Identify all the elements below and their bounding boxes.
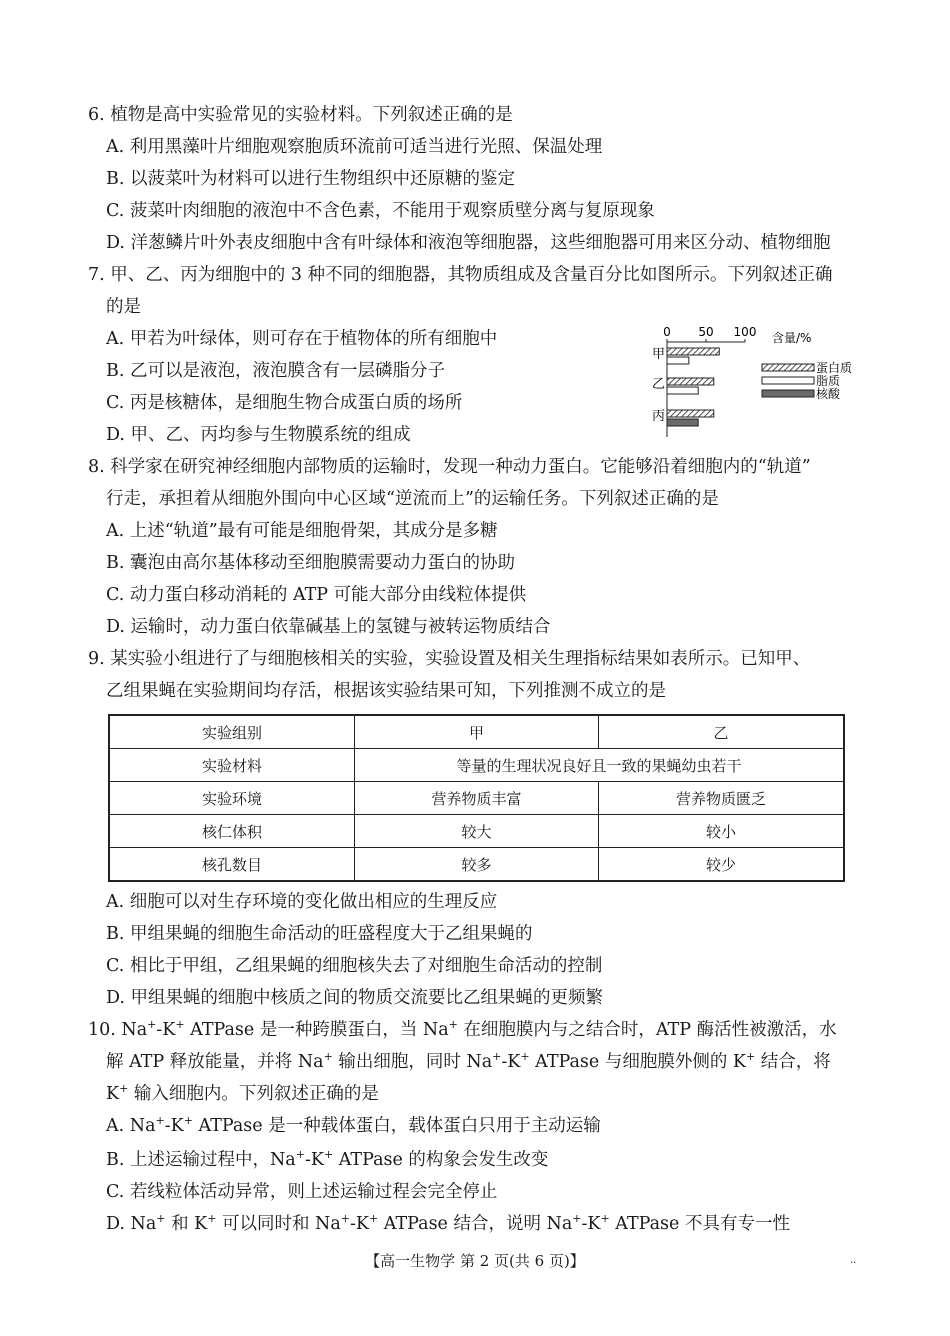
q8-option-d: D. 运输时，动力蛋白依靠碱基上的氢键与被转运物质结合 [106, 617, 551, 637]
q10-option-b: B. 上述运输过程中，Na+-K+ ATPase 的构象会发生改变 [106, 1148, 549, 1170]
legend-label: 核酸 [816, 387, 841, 401]
q9-stem: 9. 某实验小组进行了与细胞核相关的实验，实验设置及相关生理指标结果如表所示。已知甲、 [88, 649, 811, 669]
bar-核酸 [667, 419, 698, 426]
legend-swatch [762, 364, 814, 371]
category-label: 丙 [652, 409, 666, 424]
q10-option-c: C. 若线粒体活动异常，则上述运输过程会完全停止 [106, 1182, 498, 1202]
q7-stem: 7. 甲、乙、丙为细胞中的 3 种不同的细胞器，其物质组成及含量百分比如图所示。下列叙述正确 [88, 265, 833, 285]
bar-脂质 [667, 357, 689, 364]
q8-option-c: C. 动力蛋白移动消耗的 ATP 可能大部分由线粒体提供 [106, 585, 527, 605]
table-cell: 乙 [599, 715, 844, 749]
table-cell: 实验环境 [109, 782, 355, 815]
q8-stem: 8. 科学家在研究神经细胞内部物质的运输时，发现一种动力蛋白。它能够沿着细胞内的“轨道” [88, 457, 811, 477]
table-cell: 实验材料 [109, 749, 355, 782]
bar-蛋白质 [667, 410, 714, 417]
table-row [109, 815, 844, 848]
table-row [109, 715, 844, 749]
x-tick-label: 0 [663, 325, 671, 339]
q8-option-b: B. 囊泡由高尔基体移动至细胞膜需要动力蛋白的协助 [106, 553, 515, 573]
x-tick-label: 100 [733, 325, 757, 339]
legend-label: 蛋白质 [816, 361, 853, 375]
q6-option-d: D. 洋葱鳞片叶外表皮细胞中含有叶绿体和液泡等细胞器，这些细胞器可用来区分动、植物细胞 [106, 233, 831, 253]
table-cell: 较大 [355, 815, 599, 848]
q6-stem: 6. 植物是高中实验常见的实验材料。下列叙述正确的是 [88, 105, 513, 125]
q10-stem-line2: 解 ATP 释放能量，并将 Na+ 输出细胞，同时 Na+-K+ ATPase 与细胞膜外侧的 K+ 结合，将 [106, 1050, 831, 1072]
category-label: 甲 [652, 347, 666, 362]
table-cell: 核仁体积 [109, 815, 355, 848]
bar-蛋白质 [667, 348, 719, 355]
table-cell: 较少 [599, 848, 844, 882]
table-row [109, 749, 844, 782]
table-cell: 核孔数目 [109, 848, 355, 882]
q8-option-a: A. 上述“轨道”最有可能是细胞骨架，其成分是多糖 [106, 521, 498, 541]
q6-option-b: B. 以菠菜叶为材料可以进行生物组织中还原糖的鉴定 [106, 169, 515, 189]
q9-option-d: D. 甲组果蝇的细胞中核质之间的物质交流要比乙组果蝇的更频繁 [106, 988, 604, 1008]
q10-stem-line1: 10. Na+-K+ ATPase 是一种跨膜蛋白，当 Na+ 在细胞膜内与之结合时，ATP 酶活性被激活，水 [88, 1018, 837, 1040]
x-axis-label: 含量/% [772, 331, 812, 345]
table-cell: 实验组别 [109, 715, 355, 749]
table-cell: 较多 [355, 848, 599, 882]
q9-stem-cont: 乙组果蝇在实验期间均存活，根据该实验结果可知，下列推测不成立的是 [106, 681, 666, 701]
q9-option-b: B. 甲组果蝇的细胞生命活动的旺盛程度大于乙组果蝇的 [106, 924, 533, 944]
table-cell: 甲 [355, 715, 599, 749]
q7-stem-cont: 的是 [106, 297, 141, 317]
bar-蛋白质 [667, 378, 714, 385]
table-cell: 等量的生理状况良好且一致的果蝇幼虫若干 [355, 749, 845, 782]
q9-option-c: C. 相比于甲组，乙组果蝇的细胞核失去了对细胞生命活动的控制 [106, 956, 603, 976]
table-row [109, 848, 844, 882]
bar-脂质 [667, 387, 698, 394]
q10-option-d: D. Na+ 和 K+ 可以同时和 Na+-K+ ATPase 结合，说明 Na+-K+ ATPase 不具有专一性 [106, 1212, 790, 1234]
legend-swatch [762, 390, 814, 397]
q8-stem-cont: 行走，承担着从细胞外围向中心区域“逆流而上”的运输任务。下列叙述正确的是 [106, 489, 719, 509]
legend-label: 脂质 [816, 374, 841, 388]
category-label: 乙 [652, 377, 666, 392]
table-row [109, 782, 844, 815]
q7-option-d: D. 甲、乙、丙均参与生物膜系统的组成 [106, 425, 411, 445]
table-cell: 较小 [599, 815, 844, 848]
experiment-table [108, 714, 845, 882]
table-cell: 营养物质匮乏 [599, 782, 844, 815]
q10-option-a: A. Na+-K+ ATPase 是一种载体蛋白，载体蛋白只用于主动运输 [106, 1114, 601, 1136]
organelle-composition-chart [640, 322, 880, 442]
q7-option-b: B. 乙可以是液泡，液泡膜含有一层磷脂分子 [106, 361, 445, 381]
q9-option-a: A. 细胞可以对生存环境的变化做出相应的生理反应 [106, 892, 498, 912]
q7-option-c: C. 丙是核糖体，是细胞生物合成蛋白质的场所 [106, 393, 463, 413]
q6-option-c: C. 菠菜叶肉细胞的液泡中不含色素，不能用于观察质壁分离与复原现象 [106, 201, 655, 221]
q6-option-a: A. 利用黑藻叶片细胞观察胞质环流前可适当进行光照、保温处理 [106, 137, 603, 157]
corner-mark: ·· [850, 1258, 857, 1269]
legend-swatch [762, 377, 814, 384]
q10-stem-line3: K+ 输入细胞内。下列叙述正确的是 [106, 1082, 379, 1104]
q7-option-a: A. 甲若为叶绿体，则可存在于植物体的所有细胞中 [106, 329, 498, 349]
x-tick-label: 50 [698, 325, 714, 339]
page-footer: 【高一生物学 第 2 页(共 6 页)】 [365, 1252, 585, 1270]
table-cell: 营养物质丰富 [355, 782, 599, 815]
